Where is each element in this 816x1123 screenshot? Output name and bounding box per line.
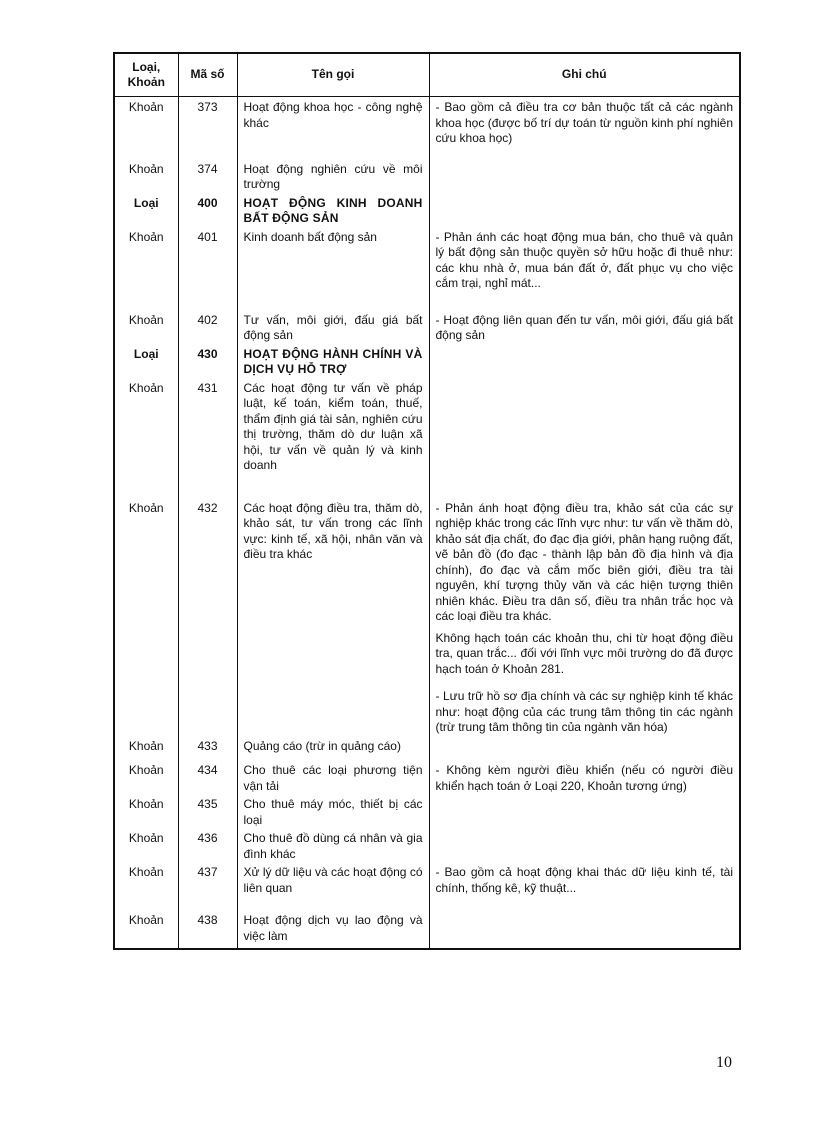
table-row: [114, 828, 740, 862]
row-code: 438: [178, 910, 237, 949]
row-note: [429, 862, 740, 910]
table-row: [114, 97, 740, 159]
row-type: Khoản: [114, 498, 178, 736]
table-row: [114, 159, 740, 193]
row-code: 431: [178, 378, 237, 498]
row-note: [429, 498, 740, 736]
row-name: Tư vấn, môi giới, đấu giá bất động sản: [237, 310, 429, 344]
row-code: 400: [178, 193, 237, 227]
row-code: 373: [178, 97, 237, 159]
table-row: [114, 310, 740, 344]
table-row: [114, 862, 740, 910]
table-row: [114, 760, 740, 794]
row-note: [429, 344, 740, 378]
page-number: 10: [716, 1054, 732, 1071]
row-type: Khoản: [114, 794, 178, 828]
row-code: 434: [178, 760, 237, 794]
row-name: Hoạt động khoa học - công nghệ khác: [237, 97, 429, 159]
row-name: HOẠT ĐỘNG HÀNH CHÍNH VÀ DỊCH VỤ HỖ TRỢ: [237, 344, 429, 378]
row-name: Quảng cáo (trừ in quảng cáo): [237, 736, 429, 761]
row-note: [429, 794, 740, 828]
row-type: Khoản: [114, 159, 178, 193]
row-type: Khoản: [114, 310, 178, 344]
row-name: Xử lý dữ liệu và các hoạt động có liên quan: [237, 862, 429, 910]
note-paragraph: - Lưu trữ hồ sơ địa chính và các sự nghiệp kinh tế khác như: hoạt động của các trung tâm thông tin các ngành (trừ trung tâm thông tin của ngành văn hóa): [435, 689, 733, 734]
row-note: [429, 736, 740, 761]
row-name: Kinh doanh bất động sản: [237, 227, 429, 310]
row-code: 401: [178, 227, 237, 310]
table-row: [114, 736, 740, 761]
row-note: [429, 159, 740, 193]
row-name: Các hoạt động điều tra, thăm dò, khảo sát, tư vấn trong các lĩnh vực: kinh tế, xã hội, nhân văn và điều tra khác: [237, 498, 429, 736]
row-code: 436: [178, 828, 237, 862]
header-type: Loại, Khoản: [114, 53, 178, 97]
row-type: Khoản: [114, 760, 178, 794]
table-header-row: [114, 53, 740, 97]
row-name: Cho thuê đồ dùng cá nhân và gia đình khác: [237, 828, 429, 862]
row-type: Khoản: [114, 736, 178, 761]
row-type: Loại: [114, 344, 178, 378]
note-paragraph: - Bao gồm cả hoạt động khai thác dữ liệu kinh tế, tài chính, thống kê, kỹ thuật...: [435, 865, 733, 895]
note-paragraph: - Phản ánh hoạt động điều tra, khảo sát của các sự nghiệp khác trong các lĩnh vực như: tư vấn về thăm dò, khảo sát địa chất, đo đạc địa giới, phân hạng ruộng đất, vẽ bản đồ (đo đạc - thành lập bản đồ địa hình và địa chính), đo đạc và cắm mốc biên giới, điều tra tài nguyên, khí tượng thủy văn và các hiện tượng thiên nhiên khác. Điều tra dân số, điều tra nhân trắc học và các loại điều tra khác.: [435, 500, 733, 623]
note-paragraph: Không hạch toán các khoản thu, chi từ hoạt động điều tra, quan trắc... đối với lĩnh vực môi trường do đã được hạch toán ở Khoản 281.: [435, 630, 733, 676]
table-row: [114, 794, 740, 828]
budget-classification-table: [113, 52, 741, 950]
note-paragraph: - Hoạt động liên quan đến tư vấn, môi giới, đấu giá bất động sản: [435, 312, 733, 342]
row-note: [429, 227, 740, 310]
header-name: Tên gọi: [237, 53, 429, 97]
row-name: Hoạt động nghiên cứu về môi trường: [237, 159, 429, 193]
table-row: [114, 344, 740, 378]
row-note: [429, 97, 740, 159]
row-name: HOẠT ĐỘNG KINH DOANH BẤT ĐỘNG SẢN: [237, 193, 429, 227]
table-row: [114, 498, 740, 736]
row-code: 402: [178, 310, 237, 344]
row-code: 435: [178, 794, 237, 828]
row-code: 433: [178, 736, 237, 761]
row-note: [429, 910, 740, 949]
note-paragraph: - Không kèm người điều khiển (nếu có người điều khiển hạch toán ở Loại 220, Khoản tương ứng): [435, 763, 733, 793]
note-paragraph: - Phản ánh các hoạt động mua bán, cho thuê và quản lý bất động sản thuộc quyền sở hữu hoặc đi thuê như: các khu nhà ở, mua bán đất ở, đất phục vụ cho việc cắm trại, nghỉ mát...: [435, 229, 733, 290]
row-type: Loại: [114, 193, 178, 227]
row-note: [429, 193, 740, 227]
row-name: Cho thuê các loại phương tiện vận tải: [237, 760, 429, 794]
row-name: Các hoạt động tư vấn về pháp luật, kế toán, kiểm toán, thuế, thẩm định giá tài sản, nghiên cứu thị trường, thăm dò dư luận xã hội, tư vấn về quản lý và kinh doanh: [237, 378, 429, 498]
table-row: [114, 910, 740, 949]
note-paragraph: - Bao gồm cả điều tra cơ bản thuộc tất cả các ngành khoa học (được bố trí dự toán từ nguồn kinh phí nghiên cứu khoa học): [435, 100, 733, 145]
row-note: [429, 760, 740, 794]
table-row: [114, 378, 740, 498]
row-note: [429, 310, 740, 344]
row-type: Khoản: [114, 862, 178, 910]
row-type: Khoản: [114, 378, 178, 498]
header-note: Ghi chú: [429, 53, 740, 97]
row-name: Cho thuê máy móc, thiết bị các loại: [237, 794, 429, 828]
row-type: Khoản: [114, 227, 178, 310]
row-type: Khoản: [114, 828, 178, 862]
row-type: Khoản: [114, 910, 178, 949]
row-code: 430: [178, 344, 237, 378]
row-code: 437: [178, 862, 237, 910]
table-row: [114, 227, 740, 310]
row-type: Khoản: [114, 97, 178, 159]
row-code: 432: [178, 498, 237, 736]
table-body: [114, 97, 740, 950]
row-note: [429, 378, 740, 498]
header-code: Mã số: [178, 53, 237, 97]
row-note: [429, 828, 740, 862]
table-row: [114, 193, 740, 227]
row-name: Hoạt động dịch vụ lao động và việc làm: [237, 910, 429, 949]
row-code: 374: [178, 159, 237, 193]
